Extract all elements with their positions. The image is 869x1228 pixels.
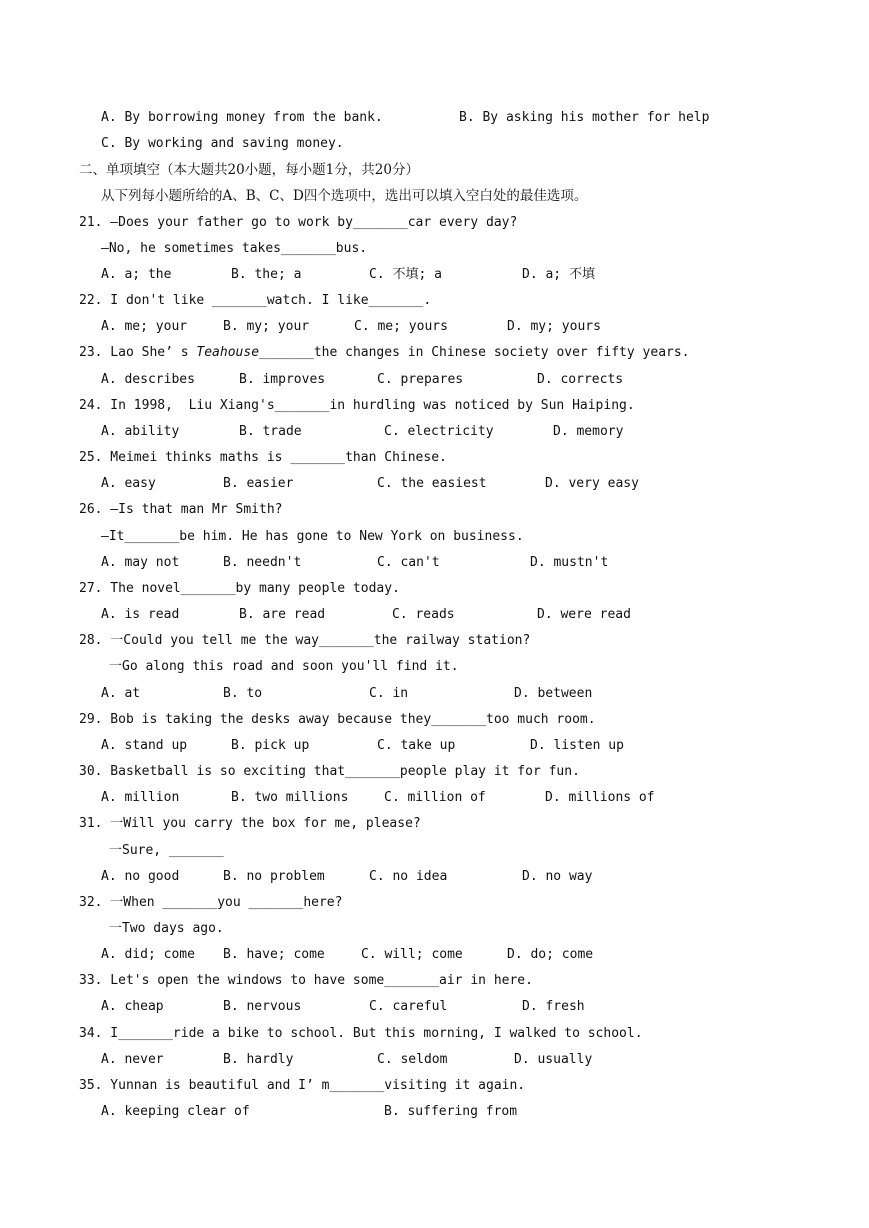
q28-stem-reply: 一Go along this road and soon you'll find it.: [109, 659, 459, 674]
q26-stem: 26. —Is that man Mr Smith?: [79, 502, 283, 517]
q28-option-b: B. to: [223, 686, 263, 701]
q28-option-a: A. at: [101, 686, 141, 701]
q21-stem: 21. —Does your father go to work by_______car every day?: [79, 215, 518, 230]
q26-option-c: C. can't: [377, 555, 440, 570]
q23-stem-pre: 23. Lao She’ s: [79, 345, 197, 360]
q25-option-c: C. the easiest: [377, 476, 487, 491]
q23-book-title: Teahouse: [196, 345, 260, 360]
q32-stem: 32. 一When _______you _______here?: [79, 895, 343, 910]
q26-option-a: A. may not: [101, 555, 180, 570]
prev-option-b: B. By asking his mother for help: [459, 110, 710, 125]
q27-option-b: B. are read: [239, 607, 326, 622]
q33-option-d: D. fresh: [522, 999, 585, 1014]
q29-option-d: D. listen up: [530, 738, 624, 753]
q32-option-d: D. do; come: [507, 947, 594, 962]
q27-option-a: A. is read: [101, 607, 180, 622]
q25-option-d: D. very easy: [545, 476, 639, 491]
q24-option-d: D. memory: [553, 424, 624, 439]
q28-stem: 28. 一Could you tell me the way_______the railway station?: [79, 633, 531, 648]
q22-option-d: D. my; yours: [507, 319, 601, 334]
q24-option-b: B. trade: [239, 424, 302, 439]
q28-option-c: C. in: [369, 686, 409, 701]
q32-option-a: A. did; come: [101, 947, 195, 962]
q24-option-c: C. electricity: [384, 424, 494, 439]
q22-option-c: C. me; yours: [354, 319, 448, 334]
q32-option-c: C. will; come: [361, 947, 463, 962]
q31-stem-reply: 一Sure, _______: [109, 843, 224, 858]
q32-stem-reply: 一Two days ago.: [109, 921, 224, 936]
q22-option-a: A. me; your: [101, 319, 188, 334]
q31-option-c: C. no idea: [369, 869, 448, 884]
q34-option-a: A. never: [101, 1052, 164, 1067]
q21-stem-reply: —No, he sometimes takes_______bus.: [101, 241, 368, 256]
q33-option-b: B. nervous: [223, 999, 302, 1014]
section-title: 二、单项填空（本大题共20小题，每小题1分，共20分）: [79, 162, 419, 178]
q22-option-b: B. my; your: [223, 319, 310, 334]
q29-option-b: B. pick up: [231, 738, 310, 753]
q32-option-b: B. have; come: [223, 947, 325, 962]
q24-option-a: A. ability: [101, 424, 180, 439]
q26-option-b: B. needn't: [223, 555, 302, 570]
q31-stem: 31. 一Will you carry the box for me, please?: [79, 816, 421, 831]
q29-stem: 29. Bob is taking the desks away because they_______too much room.: [79, 712, 596, 727]
q34-option-c: C. seldom: [377, 1052, 448, 1067]
q21-option-d: D. a; 不填: [522, 267, 595, 282]
q23-option-a: A. describes: [101, 372, 195, 387]
q25-option-a: A. easy: [101, 476, 156, 491]
q35-option-b: B. suffering from: [384, 1104, 518, 1119]
q25-stem: 25. Meimei thinks maths is _______than Chinese.: [79, 450, 447, 465]
q28-option-d: D. between: [514, 686, 593, 701]
q30-option-a: A. million: [101, 790, 180, 805]
q23-option-c: C. prepares: [377, 372, 464, 387]
q27-stem: 27. The novel_______by many people today.: [79, 581, 400, 596]
section-instruction: 从下列每小题所给的A、B、C、D四个选项中，选出可以填入空白处的最佳选项。: [101, 188, 588, 204]
q33-option-c: C. careful: [369, 999, 448, 1014]
q29-option-a: A. stand up: [101, 738, 188, 753]
q23-option-d: D. corrects: [537, 372, 624, 387]
q23-stem: [79, 345, 690, 361]
q30-stem: 30. Basketball is so exciting that_______people play it for fun.: [79, 764, 580, 779]
q26-option-d: D. mustn't: [530, 555, 609, 570]
q25-option-b: B. easier: [223, 476, 294, 491]
q34-option-d: D. usually: [514, 1052, 593, 1067]
q33-stem: 33. Let's open the windows to have some_______air in here.: [79, 973, 533, 988]
q34-stem: 34. I_______ride a bike to school. But this morning, I walked to school.: [79, 1026, 643, 1041]
q31-option-d: D. no way: [522, 869, 593, 884]
q29-option-c: C. take up: [377, 738, 456, 753]
q26-stem-reply: —It_______be him. He has gone to New York on business.: [101, 529, 524, 544]
q21-option-a: A. a; the: [101, 267, 172, 282]
q27-option-d: D. were read: [537, 607, 631, 622]
q24-stem: 24. In 1998, Liu Xiang's_______in hurdling was noticed by Sun Haiping.: [79, 398, 635, 413]
q21-option-c: C. 不填; a: [369, 267, 442, 282]
q31-option-b: B. no problem: [223, 869, 325, 884]
q22-stem: 22. I don't like _______watch. I like_______.: [79, 293, 432, 308]
q27-option-c: C. reads: [392, 607, 455, 622]
q23-stem-post: _______the changes in Chinese society over fifty years.: [259, 345, 690, 360]
q30-option-b: B. two millions: [231, 790, 349, 805]
q30-option-c: C. million of: [384, 790, 486, 805]
prev-option-a: A. By borrowing money from the bank.: [101, 110, 383, 125]
q30-option-d: D. millions of: [545, 790, 655, 805]
q21-option-b: B. the; a: [231, 267, 302, 282]
q34-option-b: B. hardly: [223, 1052, 294, 1067]
prev-option-c: C. By working and saving money.: [101, 136, 344, 151]
q35-stem: 35. Yunnan is beautiful and I’ m_______visiting it again.: [79, 1078, 526, 1093]
q35-option-a: A. keeping clear of: [101, 1104, 250, 1119]
q33-option-a: A. cheap: [101, 999, 164, 1014]
q23-option-b: B. improves: [239, 372, 326, 387]
q31-option-a: A. no good: [101, 869, 180, 884]
